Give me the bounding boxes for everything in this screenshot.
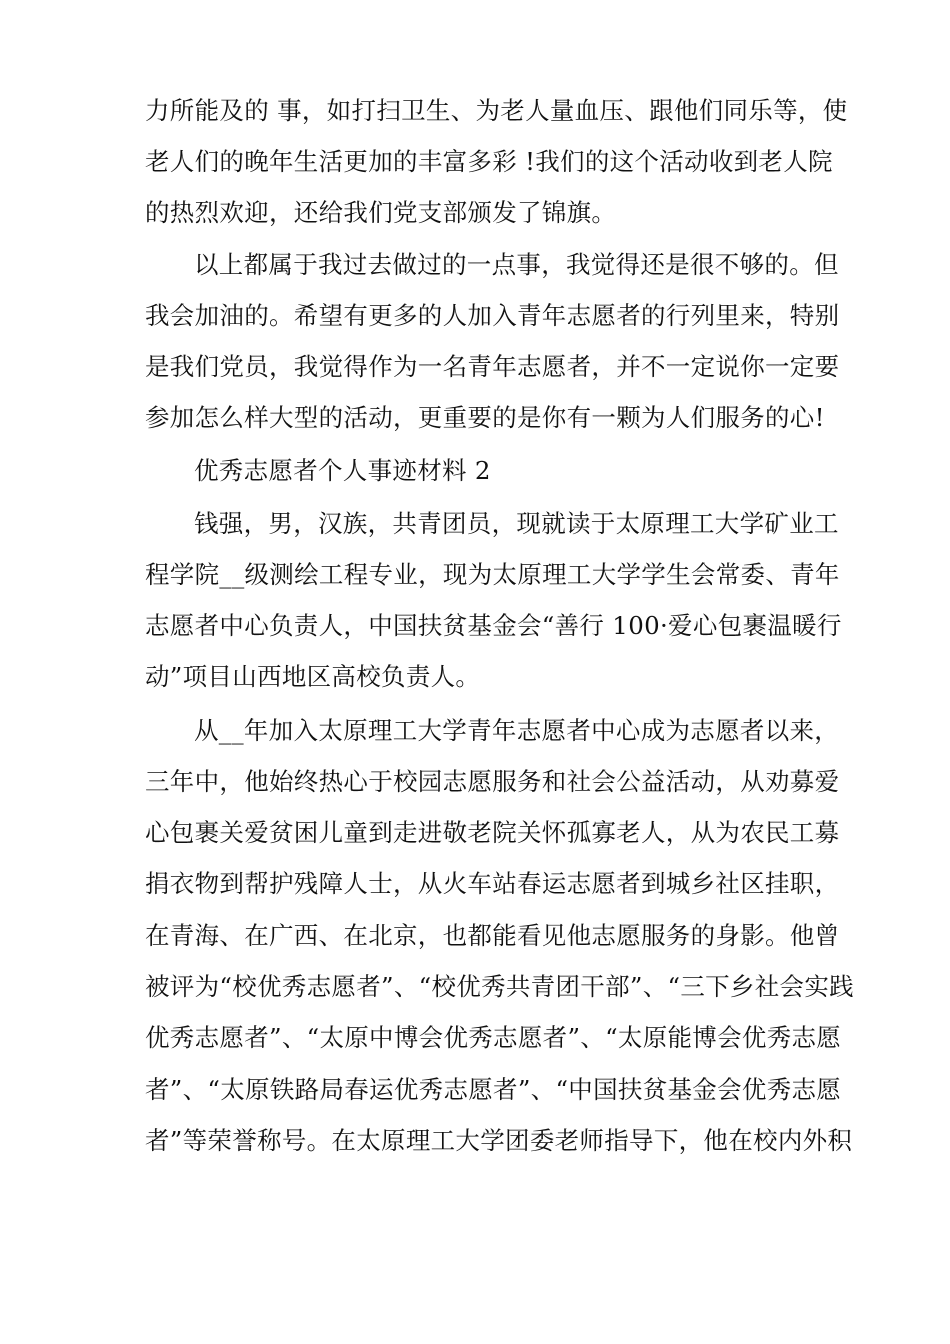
text-line: 是我们党员，我觉得作为一名青年志愿者，并不一定说你一定要 [145,352,840,381]
text-line: 我会加油的。希望有更多的人加入青年志愿者的行列里来，特别 [145,301,840,330]
paragraph-first-line: 从__年加入太原理工大学青年志愿者中心成为志愿者以来， [194,716,840,745]
section-heading: 优秀志愿者个人事迹材料 2 [194,456,491,485]
text-line: 动”项目山西地区高校负责人。 [145,662,481,691]
text-line: 优秀志愿者”、“太原中博会优秀志愿者”、“太原能博会优秀志愿 [145,1023,842,1052]
text-line: 志愿者中心负责人，中国扶贫基金会“善行 100·爱心包裹温暖行 [145,611,842,640]
text-line: 者”等荣誉称号。在太原理工大学团委老师指导下，他在校内外积 [145,1126,853,1155]
text-line: 参加怎么样大型的活动，更重要的是你有一颗为人们服务的心! [145,403,825,432]
text-line: 老人们的晚年生活更加的丰富多彩 !我们的这个活动收到老人院 [145,147,833,176]
text-line: 捐衣物到帮护残障人士，从火车站春运志愿者到城乡社区挂职， [145,869,840,898]
text-line: 程学院__级测绘工程专业，现为太原理工大学学生会常委、青年 [145,560,840,589]
text-line: 被评为“校优秀志愿者”、“校优秀共青团干部”、“三下乡社会实践 [145,972,854,1001]
paragraph-first-line: 以上都属于我过去做过的一点事，我觉得还是很不够的。但 [194,250,839,279]
text-line: 三年中，他始终热心于校园志愿服务和社会公益活动，从劝募爱 [145,767,840,796]
paragraph-first-line: 钱强，男，汉族，共青团员，现就读于太原理工大学矿业工 [194,509,839,538]
text-line: 的热烈欢迎，还给我们党支部颁发了锦旗。 [145,198,617,227]
text-line: 心包裹关爱贫困儿童到走进敬老院关怀孤寡老人，从为农民工募 [145,818,840,847]
text-line: 在青海、在广西、在北京，也都能看见他志愿服务的身影。他曾 [145,921,840,950]
text-line: 者”、“太原铁路局春运优秀志愿者”、“中国扶贫基金会优秀志愿 [145,1075,842,1104]
text-line: 力所能及的 事，如打扫卫生、为老人量血压、跟他们同乐等，使 [145,96,848,125]
